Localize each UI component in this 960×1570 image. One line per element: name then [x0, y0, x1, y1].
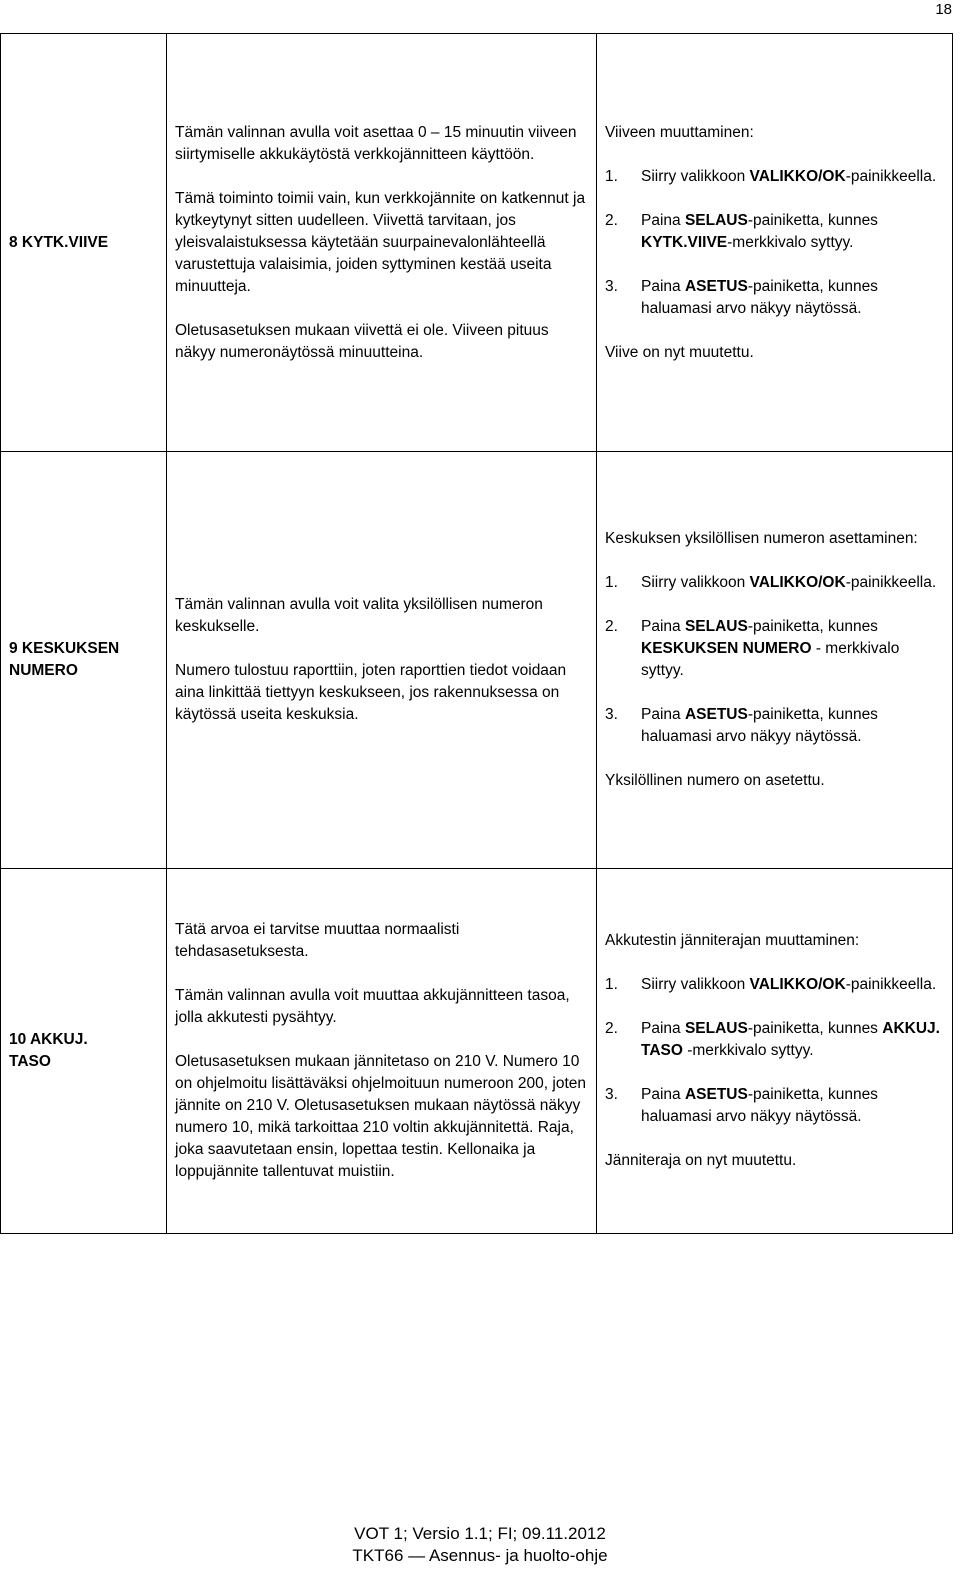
step-keyword: VALIKKO/OK — [749, 976, 846, 993]
step-text-part: -painiketta, kunnes haluamasi arvo näkyy näytössä. — [641, 1086, 878, 1125]
description-paragraph: Tämän valinnan avulla voit muuttaa akkujännitteen tasoa, jolla akkutesti pysähtyy. — [175, 987, 570, 1026]
procedure-step — [605, 572, 944, 594]
setting-procedure-cell — [597, 34, 953, 452]
procedure-step — [605, 276, 944, 320]
step-number: 3. — [605, 706, 618, 723]
description-paragraph: Oletusasetuksen mukaan viivettä ei ole. Viiveen pituus näkyy numeronäytössä minuutteina. — [175, 321, 549, 361]
step-keyword: SELAUS — [684, 211, 748, 229]
footer-title: TKT66 — Asennus- ja huolto-ohje — [352, 1546, 608, 1565]
description-paragraph: Tätä arvoa ei tarvitse muuttaa normaalisti tehdasasetuksesta. — [175, 921, 460, 960]
procedure-step — [605, 166, 944, 188]
step-text-part: -painiketta, kunnes haluamasi arvo näkyy näytössä. — [641, 277, 878, 317]
setting-procedure-cell — [597, 869, 953, 1234]
step-keyword: VALIKKO/OK — [749, 167, 846, 185]
step-text — [641, 210, 944, 254]
step-keyword: KESKUKSEN NUMERO — [641, 640, 812, 657]
procedure-closing: Viive on nyt muutettu. — [605, 343, 754, 361]
description-paragraph: Tämän valinnan avulla voit asettaa 0 – 15 minuutin viiveen siirtymiselle akkukäytöstä verkkojännitteen käyttöön. — [175, 123, 577, 163]
table-row — [1, 34, 953, 452]
step-keyword: SELAUS — [684, 618, 748, 635]
procedure-closing: Yksilöllinen numero on asetettu. — [605, 772, 825, 789]
step-text-part: Paina — [641, 211, 685, 229]
step-number: 2. — [605, 618, 618, 635]
step-text — [641, 276, 944, 320]
procedure-heading: Akkutestin jänniterajan muuttaminen: — [605, 932, 860, 949]
procedure-step — [605, 210, 944, 254]
step-text — [641, 974, 944, 996]
step-keyword: ASETUS — [684, 706, 748, 723]
settings-table — [0, 33, 953, 1234]
setting-name: 10 AKKUJ. TASO — [9, 1031, 88, 1070]
setting-name-cell — [1, 869, 167, 1234]
procedure-step — [605, 974, 944, 996]
step-number: 1. — [605, 167, 618, 185]
procedure-steps — [605, 572, 944, 748]
description-paragraph: Numero tulostuu raporttiin, joten raporttien tiedot voidaan aina linkittää tiettyyn keskukseen, jos rakennuksessa on käytössä useita keskuksia. — [175, 662, 567, 723]
step-text-part: -painiketta, kunnes — [747, 1020, 883, 1037]
setting-description-cell — [167, 869, 597, 1234]
step-keyword: SELAUS — [684, 1020, 748, 1037]
step-text-part: -painikkeella. — [845, 574, 937, 591]
step-text-part: Paina — [641, 706, 685, 723]
step-text-part: Siirry valikkoon — [641, 976, 750, 993]
step-text-part: -painiketta, kunnes — [747, 618, 878, 635]
step-number: 3. — [605, 1086, 618, 1103]
step-text — [641, 1084, 944, 1128]
step-number: 1. — [605, 976, 618, 993]
step-text — [641, 166, 944, 188]
setting-name-cell — [1, 34, 167, 452]
step-text-part: -merkkivalo syttyy. — [727, 233, 854, 251]
setting-name: 8 KYTK.VIIVE — [9, 233, 109, 251]
step-keyword: ASETUS — [684, 277, 748, 295]
step-text — [641, 572, 944, 594]
step-number: 1. — [605, 574, 618, 591]
step-text-part: -painiketta, kunnes haluamasi arvo näkyy näytössä. — [641, 706, 878, 745]
procedure-step — [605, 704, 944, 748]
procedure-steps — [605, 166, 944, 320]
procedure-closing: Jänniteraja on nyt muutettu. — [605, 1152, 797, 1169]
step-keyword: VALIKKO/OK — [749, 574, 846, 591]
setting-description-cell — [167, 452, 597, 869]
step-text-part: -painikkeella. — [845, 167, 937, 185]
step-text-part: - merkkivalo syttyy. — [641, 640, 900, 679]
step-text-part: Siirry valikkoon — [641, 167, 750, 185]
description-paragraph: Tämän valinnan avulla voit valita yksilöllisen numeron keskukselle. — [175, 596, 543, 635]
step-text-part: -painiketta, kunnes — [747, 211, 878, 229]
step-text — [641, 704, 944, 748]
step-text-part: Paina — [641, 618, 685, 635]
step-text-part: Siirry valikkoon — [641, 574, 750, 591]
procedure-steps — [605, 974, 944, 1128]
step-text-part: Paina — [641, 1086, 685, 1103]
procedure-heading: Viiveen muuttaminen: — [605, 123, 754, 141]
step-text-part: Paina — [641, 277, 685, 295]
step-text-part: -painikkeella. — [845, 976, 937, 993]
step-text — [641, 616, 944, 682]
procedure-step — [605, 616, 944, 682]
description-paragraph: Oletusasetuksen mukaan jännitetaso on 210 V. Numero 10 on ohjelmoitu lisättäväksi ohjelmoituun numeroon 200, joten jännite on 210 V. Oletusasetuksen mukaan näytössä näkyy numero 10, mikä tarkoittaa 210 voltin akkujännitettä. Raja, joka saavutetaan ensin, lopettaa testin. Kellonaika ja loppujännite tallentuvat muistiin. — [175, 1053, 586, 1180]
step-number: 2. — [605, 211, 618, 229]
setting-procedure-cell — [597, 452, 953, 869]
setting-name-cell — [1, 452, 167, 869]
setting-name: 9 KESKUKSEN NUMERO — [9, 640, 120, 679]
step-text-part: -merkkivalo syttyy. — [682, 1042, 814, 1059]
footer-version: VOT 1; Versio 1.1; FI; 09.11.2012 — [354, 1524, 606, 1543]
procedure-step — [605, 1084, 944, 1128]
description-paragraph: Tämä toiminto toimii vain, kun verkkojännite on katkennut ja kytkeytynyt sitten uudelleen. Viivettä tarvitaan, jos yleisvalaistuksessa käytetään suurpainevalonlähteellä varustettuja valaisimia, joiden syttyminen kestää useita minuutteja. — [175, 189, 586, 295]
setting-description-cell — [167, 34, 597, 452]
table-row — [1, 452, 953, 869]
procedure-step — [605, 1018, 944, 1062]
procedure-heading: Keskuksen yksilöllisen numeron asettaminen: — [605, 530, 918, 547]
step-keyword: ASETUS — [684, 1086, 748, 1103]
step-number: 2. — [605, 1020, 618, 1037]
step-keyword: AKKUJ. TASO — [641, 1020, 940, 1059]
page-number: 18 — [935, 1, 952, 18]
step-keyword: KYTK.VIIVE — [641, 233, 728, 251]
table-row — [1, 869, 953, 1234]
step-text — [641, 1018, 944, 1062]
step-text-part: Paina — [641, 1020, 685, 1037]
step-number: 3. — [605, 277, 618, 295]
